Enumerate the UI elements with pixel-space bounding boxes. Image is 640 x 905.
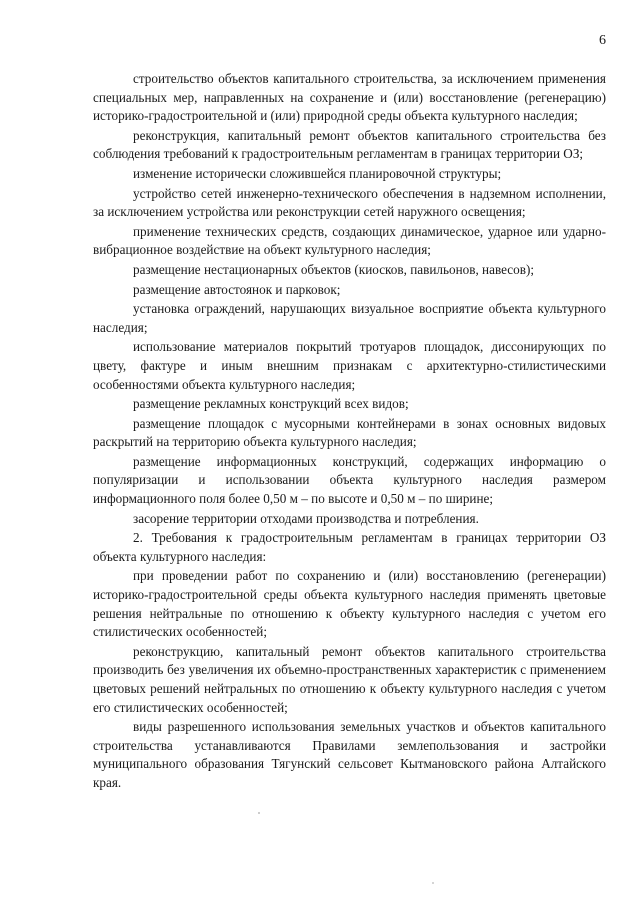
- paragraph: размещение информационных конструкций, содержащих информацию о популяризации и использовании объекта культурного наследия размером информационного поля более 0,50 м – по высоте и 0,50 м – по ширине;: [93, 453, 606, 507]
- scan-speck: [432, 882, 434, 884]
- page-number: 6: [599, 33, 606, 48]
- section-heading-paragraph: 2. Требования к градостроительным регламентам в границах территории ОЗ объекта культурного наследия:: [93, 530, 606, 564]
- paragraph: применение технических средств, создающих динамическое, ударное или ударно-вибрационное воздействие на объект культурного наследия;: [93, 223, 606, 258]
- paragraph: использование материалов покрытий тротуаров площадок, диссонирующих по цвету, фактуре и иным внешним признакам с архитектурно-стилистическими особенностями объекта культурного наследия;: [93, 339, 606, 392]
- paragraph: установка ограждений, нарушающих визуальное восприятие объекта культурного наследия;: [93, 301, 606, 335]
- paragraph: реконструкцию, капитальный ремонт объектов капитального строительства производить без увеличения их объемно-пространственных характеристик с применением цветовых решений нейтральных по отношению к объекту культурного наследия с учетом его стилистических особенностей;: [93, 643, 606, 715]
- paragraph: устройство сетей инженерно-технического обеспечения в надземном исполнении, за исключением устройства или реконструкции сетей наружного освещения;: [93, 185, 606, 220]
- paragraph: реконструкция, капитальный ремонт объектов капитального строительства без соблюдения требований к градостроительным регламентам в границах территории ОЗ;: [93, 127, 606, 162]
- paragraph: изменение исторически сложившейся планировочной структуры;: [133, 165, 502, 181]
- paragraph: размещение рекламных конструкций всех видов;: [133, 396, 409, 412]
- paragraph: размещение площадок с мусорными контейнерами в зонах основных видовых раскрытий на территорию объекта культурного наследия;: [93, 415, 606, 450]
- paragraph: виды разрешенного использования земельных участков и объектов капитального строительства устанавливаются Правилами землепользования и застройки муниципального образования Тягунский сельсовет Кытмановского района Алтайского края.: [93, 719, 606, 790]
- paragraph: засорение территории отходами производства и потребления.: [133, 510, 479, 526]
- scan-speck: [258, 812, 260, 814]
- paragraph: строительство объектов капитального строительства, за исключением применения специальных мер, направленных на сохранение и (или) восстановление (регенерацию) историко-градостроительной и (или) природной среды объекта культурного наследия;: [93, 71, 606, 124]
- paragraph: при проведении работ по сохранению и (или) восстановлению (регенерации) историко-градостроительной среды объекта культурного наследия применять цветовые решения нейтральные по отношению к объекту культурного наследия с учетом его стилистических особенностей;: [93, 568, 606, 640]
- paragraph: размещение автостоянок и парковок;: [133, 281, 341, 297]
- paragraph: размещение нестационарных объектов (киосков, павильонов, навесов);: [133, 261, 535, 277]
- document-body: [93, 70, 606, 794]
